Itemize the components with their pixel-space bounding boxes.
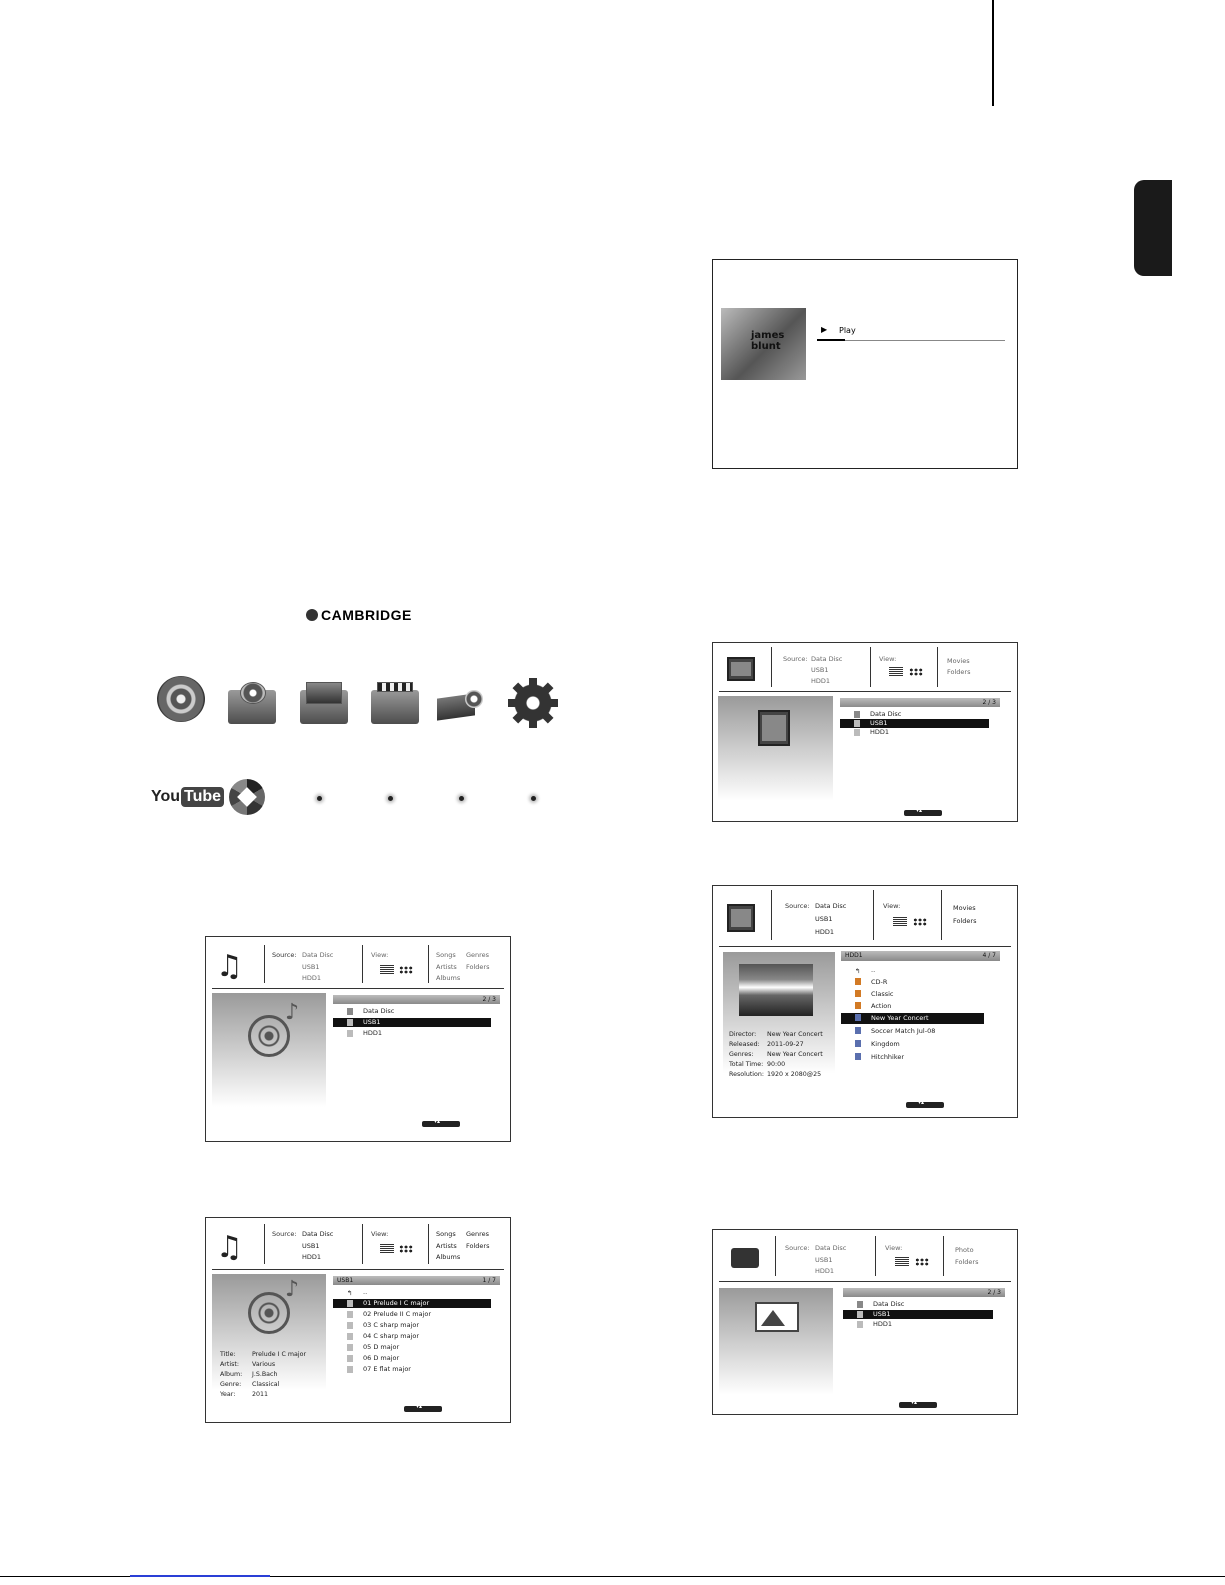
source-data-disc[interactable]: Data Disc — [302, 1230, 334, 1238]
preview-pane — [723, 952, 835, 1084]
empty-slot-3[interactable] — [459, 796, 464, 801]
list-item-selected[interactable]: New Year Concert — [841, 1013, 984, 1024]
list-item[interactable]: 07 E flat major — [333, 1365, 491, 1374]
list-header-bar — [840, 698, 1000, 707]
source-data-disc[interactable]: Data Disc — [302, 951, 334, 959]
album-play-menu — [712, 259, 1018, 469]
empty-slot-2[interactable] — [388, 796, 393, 801]
audio-file-icon — [347, 1344, 353, 1351]
page-margin-line — [992, 0, 994, 106]
pager: 2 / 3 — [982, 699, 996, 706]
list-item[interactable]: Classic — [841, 989, 984, 1000]
music-browser-files: ♫ Source: Data Disc USB1 HDD1 View: Songs Genres Artists Folders Albums ♪ Title: Prelude I C major Artist: Various Album: J.S.Bach Genre: Classical Year: 2011 USB1 1 / 7 ↰ .. 01 Prelude I C major 02 Prelude II C major 03 C sharp major 04 C sharp major 05 D major 06 D major 07 E flat major ▾▴ — [205, 1217, 511, 1423]
list-item[interactable]: 02 Prelude II C major — [333, 1310, 491, 1319]
brand-logo-icon — [306, 609, 318, 621]
list-item[interactable]: Hitchhiker — [841, 1052, 984, 1063]
list-item[interactable]: Action — [841, 1001, 984, 1012]
movie-film-icon — [727, 904, 755, 932]
list-item-selected[interactable]: USB1 — [840, 719, 989, 728]
footer-link[interactable] — [130, 1575, 270, 1577]
category-movies[interactable]: Movies — [953, 904, 976, 912]
category-folders[interactable]: Folders — [947, 668, 971, 676]
settings-gear-icon[interactable] — [509, 680, 557, 726]
pager: 1 / 7 — [482, 1277, 496, 1284]
usb-icon — [857, 1311, 863, 1318]
movie-folder-icon[interactable] — [371, 690, 419, 724]
brand-logo — [306, 607, 412, 623]
play-menu-item[interactable] — [817, 325, 1005, 341]
disc-icon — [854, 711, 860, 718]
folder-icon — [855, 978, 861, 985]
category-genres[interactable]: Genres — [466, 1230, 490, 1238]
scroll-indicator[interactable] — [422, 1121, 460, 1127]
audio-file-icon — [347, 1300, 353, 1307]
brand-name: CAMBRIDGE — [321, 607, 412, 623]
disc-icon — [857, 1301, 863, 1308]
pager: 2 / 3 — [987, 1289, 1001, 1296]
scroll-indicator[interactable] — [404, 1406, 442, 1412]
current-path: USB1 — [337, 1277, 354, 1284]
source-hdd1[interactable]: HDD1 — [302, 974, 322, 982]
list-header-bar — [333, 1276, 500, 1285]
up-folder-icon: ↰ — [347, 1289, 353, 1297]
list-item-selected[interactable]: USB1 — [843, 1310, 993, 1319]
movie-browser-sources: Source: Data Disc USB1 HDD1 View: Movies Folders 2 / 3 Data Disc USB1 HDD1 ▾▴ — [712, 642, 1018, 822]
movie-file-icon — [855, 1027, 861, 1034]
folder-icon — [855, 1002, 861, 1009]
usb-icon — [347, 1019, 353, 1026]
scroll-indicator[interactable] — [906, 1102, 944, 1108]
hdd-icon — [347, 1030, 353, 1037]
pager: 2 / 3 — [482, 996, 496, 1003]
scroll-indicator[interactable] — [904, 810, 942, 816]
list-view-icon[interactable] — [380, 1244, 394, 1254]
list-item[interactable]: 03 C sharp major — [333, 1321, 491, 1330]
list-item[interactable]: Data Disc — [333, 1007, 491, 1016]
list-view-icon[interactable] — [889, 667, 903, 677]
movie-browser-files: Source: Data Disc USB1 HDD1 View: Movies Folders Director: New Year Concert Released: 2011-09-27 Genres: New Year Concert Total Time: 90:00 Resolution: 1920 x 2080@25 HDD1 4 / 7 ↰ .. CD-R Classic Action New Year Concert Soccer Match Jul-08 Kingdom Hitchhiker ▾▴ — [712, 885, 1018, 1118]
photo-icon — [755, 1302, 799, 1332]
photo-browser-sources: Source: Data Disc USB1 HDD1 View: Photo Folders 2 / 3 Data Disc USB1 HDD1 ▾▴ — [712, 1229, 1018, 1415]
scroll-indicator[interactable] — [899, 1402, 937, 1408]
movie-thumbnail — [739, 964, 813, 1016]
category-songs[interactable]: Songs — [436, 1230, 456, 1238]
film-strip-icon — [758, 710, 790, 746]
list-header-bar — [333, 995, 500, 1004]
list-item[interactable]: HDD1 — [843, 1320, 993, 1329]
grid-view-icon[interactable] — [399, 966, 413, 974]
list-view-icon[interactable] — [895, 1257, 909, 1267]
grid-view-icon[interactable] — [915, 1258, 929, 1266]
music-browser-sources: ♫ Source: Data Disc USB1 HDD1 View: Songs Genres Artists Folders Albums ♪ 2 / 3 Data Disc USB1 HDD1 ▾▴ — [205, 936, 511, 1142]
list-item[interactable]: Data Disc — [840, 710, 989, 719]
category-songs[interactable]: Songs — [436, 951, 456, 959]
category-genres[interactable]: Genres — [466, 951, 490, 959]
audio-file-icon — [347, 1333, 353, 1340]
play-label: Play — [839, 326, 856, 335]
track-metadata: Title: Prelude I C major Artist: Various Album: J.S.Bach Genre: Classical Year: 2011 — [220, 1351, 307, 1398]
grid-view-icon[interactable] — [909, 668, 923, 676]
category-albums[interactable]: Albums — [436, 1253, 461, 1261]
music-folder-icon[interactable] — [228, 690, 276, 724]
audio-file-icon — [347, 1366, 353, 1373]
empty-slot-1[interactable] — [317, 796, 322, 801]
music-disc-icon — [248, 1015, 290, 1057]
list-item[interactable]: CD-R — [841, 977, 984, 988]
preview-pane — [212, 1274, 326, 1400]
disc-icon — [347, 1008, 353, 1015]
category-artists[interactable]: Artists — [436, 963, 457, 971]
source-usb1[interactable]: USB1 — [815, 915, 833, 923]
list-item-up[interactable]: ↰ .. — [347, 1288, 368, 1297]
list-header-bar — [843, 1288, 1005, 1297]
list-view-icon[interactable] — [380, 965, 394, 975]
category-albums[interactable]: Albums — [436, 974, 461, 982]
source-data-disc[interactable]: Data Disc — [811, 655, 843, 663]
pager: 4 / 7 — [982, 952, 996, 959]
source-data-disc[interactable]: Data Disc — [815, 1244, 847, 1252]
camera-icon — [731, 1248, 759, 1268]
youtube-icon[interactable]: You Tube — [151, 787, 224, 807]
photo-folder-icon[interactable] — [300, 690, 348, 724]
list-item[interactable]: 06 D major — [333, 1354, 491, 1363]
disc-icon[interactable] — [157, 676, 205, 722]
folder-icon — [855, 990, 861, 997]
music-note-icon: ♫ — [216, 1230, 243, 1265]
category-folders[interactable]: Folders — [953, 917, 977, 925]
source-usb1[interactable]: USB1 — [811, 666, 829, 674]
list-item-up[interactable]: ↰ .. — [855, 966, 876, 975]
source-data-disc[interactable]: Data Disc — [815, 902, 847, 910]
list-item[interactable]: Soccer Match Jul-08 — [841, 1026, 984, 1037]
source-usb1[interactable]: USB1 — [302, 1242, 320, 1250]
music-note-icon: ♫ — [216, 949, 243, 984]
movie-film-icon — [727, 657, 755, 681]
empty-slot-4[interactable] — [531, 796, 536, 801]
audio-file-icon — [347, 1355, 353, 1362]
preview-pane — [718, 696, 833, 810]
source-usb1[interactable]: USB1 — [815, 1256, 833, 1264]
category-folders[interactable]: Folders — [466, 1242, 490, 1250]
source-hdd1[interactable]: HDD1 — [815, 1267, 835, 1275]
list-item[interactable]: HDD1 — [333, 1029, 491, 1038]
list-item[interactable]: Data Disc — [843, 1300, 993, 1309]
audio-file-icon — [347, 1322, 353, 1329]
list-item-selected[interactable]: USB1 — [333, 1018, 491, 1027]
preview-pane — [719, 1288, 833, 1404]
movie-metadata: Director: New Year Concert Released: 2011-09-27 Genres: New Year Concert Total Time: 90:00 Resolution: 1920 x 2080@25 — [729, 1031, 823, 1078]
list-item[interactable]: Kingdom — [841, 1039, 984, 1050]
source-hdd1[interactable]: HDD1 — [811, 677, 831, 685]
list-view-icon[interactable] — [893, 917, 907, 927]
album-cover — [721, 308, 806, 380]
grid-view-icon[interactable] — [913, 918, 927, 926]
up-folder-icon: ↰ — [855, 967, 861, 975]
music-disc-icon — [248, 1292, 290, 1334]
category-folders[interactable]: Folders — [955, 1258, 979, 1266]
grid-view-icon[interactable] — [399, 1245, 413, 1253]
usb-icon — [854, 720, 860, 727]
current-path: HDD1 — [845, 952, 863, 959]
hdd-icon — [857, 1321, 863, 1328]
preview-pane — [212, 993, 326, 1117]
source-usb1[interactable]: USB1 — [302, 963, 320, 971]
hdd-icon — [854, 729, 860, 736]
category-artists[interactable]: Artists — [436, 1242, 457, 1250]
movie-file-icon — [855, 1053, 861, 1060]
source-hdd1[interactable]: HDD1 — [302, 1253, 322, 1261]
audio-file-icon — [347, 1311, 353, 1318]
category-folders[interactable]: Folders — [466, 963, 490, 971]
language-side-tab — [1134, 180, 1172, 276]
movie-file-icon — [855, 1040, 861, 1047]
source-hdd1[interactable]: HDD1 — [815, 928, 835, 936]
category-photo[interactable]: Photo — [955, 1246, 974, 1254]
play-icon: ▶ — [821, 325, 828, 334]
movie-file-icon — [855, 1014, 861, 1021]
album-cover-text: james blunt — [751, 330, 785, 352]
category-movies[interactable]: Movies — [947, 657, 970, 665]
picasa-icon[interactable] — [229, 779, 265, 815]
list-header-bar — [841, 951, 1000, 961]
list-item-selected[interactable]: 01 Prelude I C major — [333, 1299, 491, 1308]
network-icon[interactable] — [437, 690, 485, 724]
list-item[interactable]: 05 D major — [333, 1343, 491, 1352]
list-item[interactable]: 04 C sharp major — [333, 1332, 491, 1341]
list-item[interactable]: HDD1 — [840, 728, 989, 737]
